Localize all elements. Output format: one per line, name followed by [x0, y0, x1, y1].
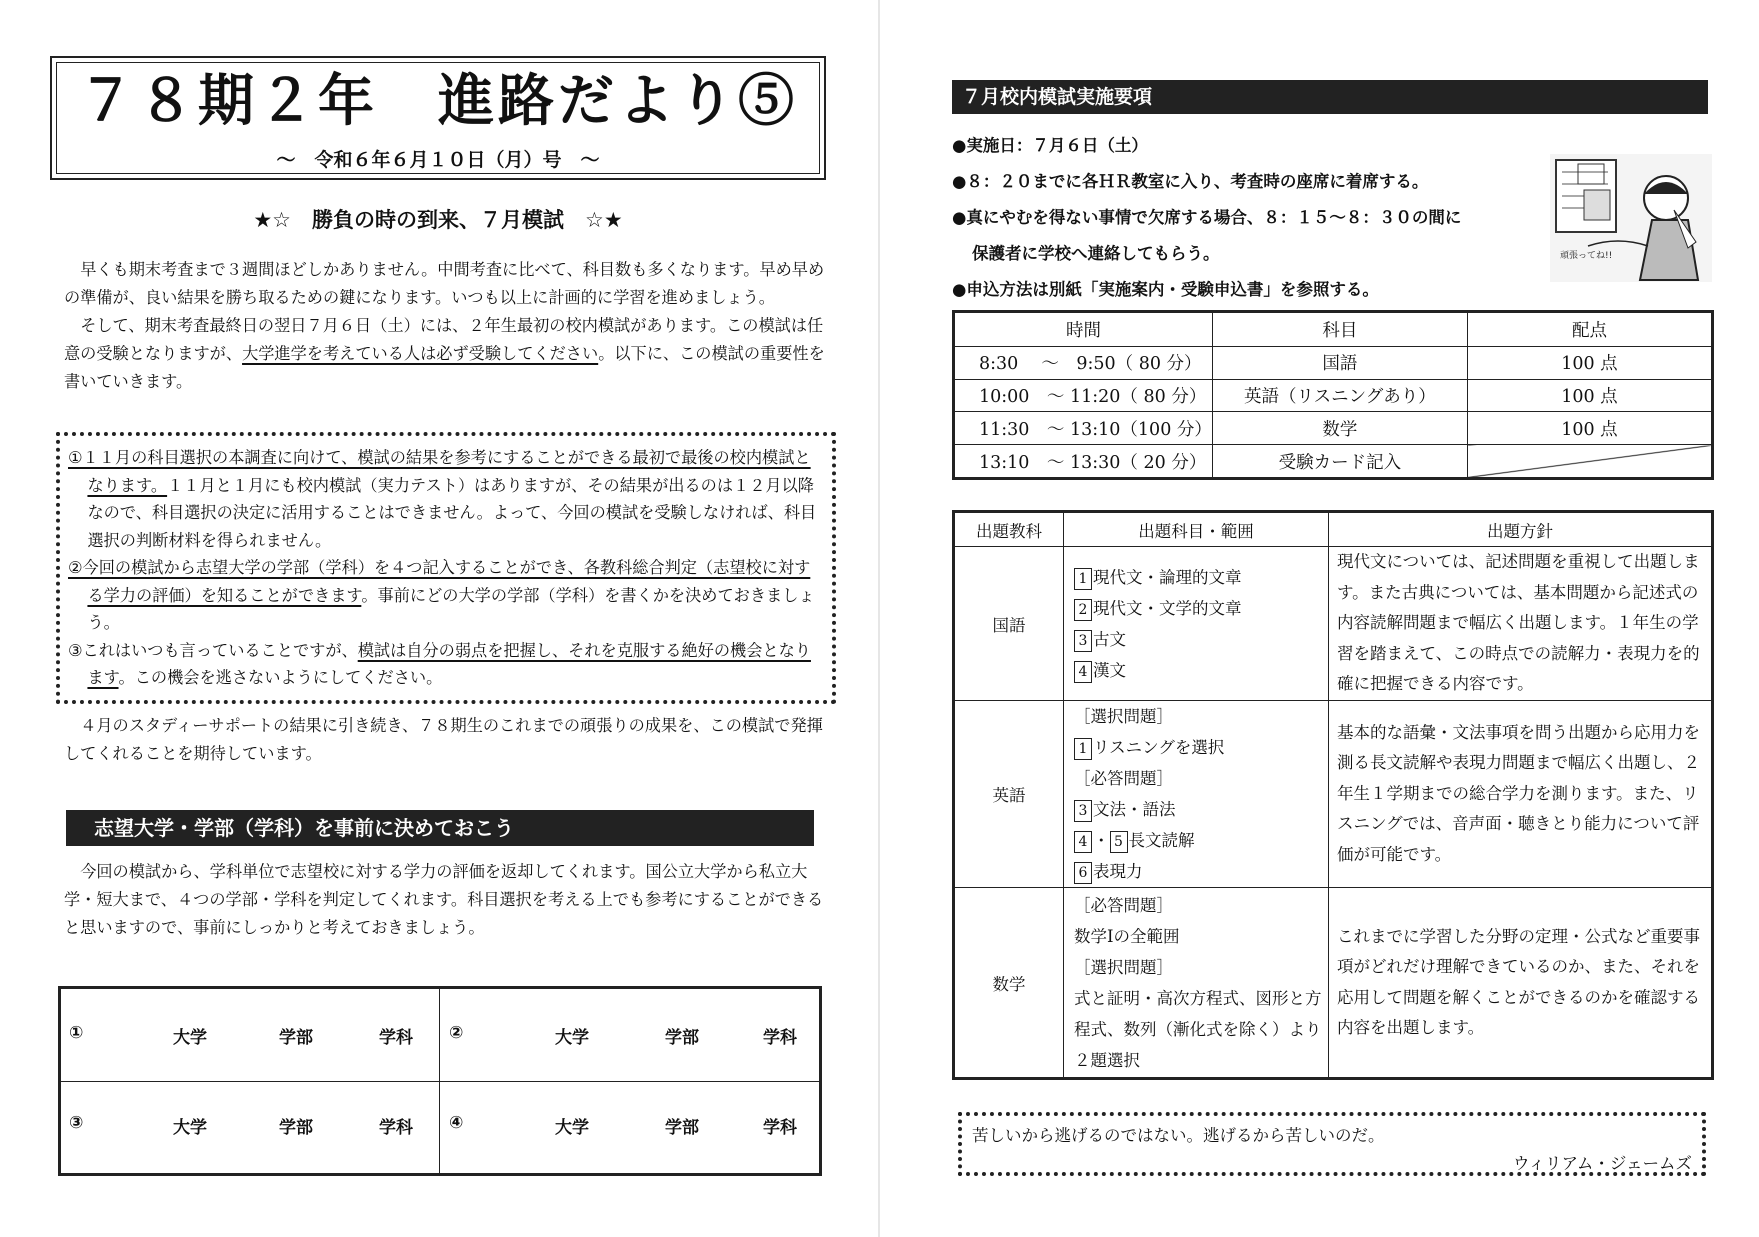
closing-paragraph: ４月のスタディーサポートの結果に引き続き、７８期生のこれまでの頑張りの成果を、この模試で発揮してくれることを期待しています。 [64, 716, 823, 763]
range-english: ［選択問題］ 1 リスニングを選択 ［必答問題］ 3 文法・語法 4 ・ 5 長文読解 6 表現力 [1064, 700, 1329, 887]
policy-japanese: 現代文については、記述問題を重視して出題します。また古典については、基本問題から記述式の内容読解問題まで幅広く出題します。１年生の学習を踏まえて、この時点での読解力・表現力を的確に把握できる内容です。 [1329, 547, 1713, 701]
subject-math: 数学 [954, 888, 1064, 1079]
importance-box [56, 432, 836, 704]
schedule-header-row [954, 312, 1713, 347]
table-row: 11:30 ～ 13:10（100 分） 数学 100 点 [954, 412, 1713, 445]
choice-2-dept: 学科 [763, 1028, 797, 1048]
table-row: 10:00 ～ 11:20（ 80 分） 英語（リスニングあり） 100 点 [954, 379, 1713, 412]
choice-3-univ: 大学 [173, 1118, 207, 1138]
choice-1-faculty: 学部 [279, 1028, 313, 1048]
issue-date: ～ 令和６年６月１０日（月）号 ～ [276, 149, 600, 171]
point-2: ②今回の模試から志望大学の学部（学科）を４つ記入することができ、各教科総合判定（志望校に対する学力の評価）を知ることができます。事前にどの大学の学部（学科）を書くかを決めておきましょう。 [68, 558, 815, 632]
subject-japanese: 国語 [954, 547, 1064, 701]
right-page [880, 0, 1759, 1237]
choice-1-univ: 大学 [173, 1028, 207, 1048]
intro-text-2: そして、期末考査最終日の翌日７月６日（土）には、２年生最初の校内模試があります。この模試は任意の受験となりますが、大学進学を考えている人は必ず受験してください。以下に、この模試の重要性を書いていきます。 [64, 316, 825, 391]
bullet-date: ●実施日：７月６日（土） [952, 136, 1148, 155]
choice-4-faculty: 学部 [665, 1118, 699, 1138]
intro-paragraph [64, 256, 828, 396]
header-subject: 科目 [1212, 312, 1467, 347]
point-1: ①１１月の科目選択の本調査に向けて、模試の結果を参考にすることができる最初で最後の校内模試となります。１１月と１月にも校内模試（実力テスト）はありますが、その結果が出るのは１２月以降なので、科目選択の決定に活用することはできません。よって、今回の模試を受験しなければ、科目選択の判断材料を得られません。 [68, 448, 817, 550]
headline: ★☆ 勝負の時の到来、７月模試 ☆★ [253, 208, 623, 232]
header-time: 時間 [954, 312, 1213, 347]
section-2-title: 志望大学・学部（学科）を事前に決めておこう [66, 810, 814, 846]
choice-3-dept: 学科 [379, 1118, 413, 1138]
newsletter-title: ７８期２年 進路だより⑤ [78, 68, 798, 134]
table-row: 13:10 ～ 13:30（ 20 分） 受験カード記入 [954, 445, 1713, 479]
header-points: 配点 [1467, 312, 1712, 347]
choice-4-dept: 学科 [763, 1118, 797, 1138]
choice-4-univ: 大学 [555, 1118, 589, 1138]
table-row: 8:30 ～ 9:50（ 80 分） 国語 100 点 [954, 346, 1713, 379]
exam-outline-table [952, 510, 1714, 1080]
choice-4-number: ④ [449, 1113, 464, 1133]
choice-2-univ: 大学 [555, 1028, 589, 1048]
policy-math: これまでに学習した分野の定理・公式など重要事項がどれだけ理解できているのか、また、それを応用して問題を解くことができるのかを確認する内容を出題します。 [1329, 888, 1713, 1079]
section-2-body: 今回の模試から、学科単位で志望校に対する学力の評価を返却してくれます。国公立大学から私立大学・短大まで、４つの学部・学科を判定してくれます。科目選択を考える上でも参考にすることができると思いますので、事前にしっかりと考えておきましょう。 [64, 862, 824, 937]
points-blank-cell [1467, 445, 1712, 479]
title-box [50, 56, 826, 180]
intro-text-1: 早くも期末考査まで３週間ほどしかありません。中間考査に比べて、科目数も多くなります。早め早めの準備が、良い結果を勝ち取るための鍵になります。いつも以上に計画的に学習を進めましょう。 [64, 260, 825, 307]
choice-3-number: ③ [69, 1113, 84, 1133]
underline-emphasis: 大学進学を考えている人は必ず受験してください [242, 344, 599, 363]
choice-2-number: ② [449, 1023, 464, 1043]
bullet-seating: ●８：２０までに各ＨＲ教室に入り、考査時の座席に着席する。 [952, 172, 1429, 191]
university-choice-table [58, 986, 822, 1176]
range-japanese: 1 現代文・論理的文章 2 現代文・文学的文章 3 古文 4 漢文 [1064, 547, 1329, 701]
quote-text: 苦しいから逃げるのではない。逃げるから苦しいのだ。 [972, 1126, 1385, 1145]
choice-2-faculty: 学部 [665, 1028, 699, 1048]
outline-header-row: 出題教科 出題科目・範囲 出題方針 [954, 512, 1713, 547]
illustration-caption: 頑張ってね!! [1560, 251, 1613, 261]
quote-box [958, 1112, 1706, 1176]
choice-1-number: ① [69, 1023, 84, 1043]
point-3: ③これはいつも言っていることですが、模試は自分の弱点を把握し、それを克服する絶好の機会となります。この機会を逃さないようにしてください。 [68, 640, 811, 687]
bullet-application: ●申込方法は別紙「実施案内・受験申込書」を参照する。 [952, 280, 1379, 299]
table-row [954, 888, 1713, 1079]
choice-3-faculty: 学部 [279, 1118, 313, 1138]
bullet-absence-cont: 保護者に学校へ連絡してもらう。 [972, 244, 1220, 263]
student-studying-illustration [1548, 150, 1714, 284]
table-row [954, 700, 1713, 887]
bullet-absence: ●真にやむを得ない事情で欠席する場合、８：１５～８：３０の間に [952, 208, 1462, 227]
exam-schedule-table [952, 310, 1714, 480]
exam-section-title: ７月校内模試実施要項 [952, 80, 1708, 114]
table-row [954, 547, 1713, 701]
choice-1-dept: 学科 [379, 1028, 413, 1048]
subject-english: 英語 [954, 700, 1064, 887]
policy-english: 基本的な語彙・文法事項を問う出題から応用力を測る長文読解や表現力問題まで幅広く出題し、２年生１学期までの総合学力を測ります。また、リスニングでは、音声面・聴きとり能力について評価が可能です。 [1329, 700, 1713, 887]
range-math: ［必答問題］ 数学Ⅰの全範囲 ［選択問題］ 式と証明・高次方程式、図形と方程式、数列（漸化式を除く）より２題選択 [1064, 888, 1329, 1079]
quote-author: ウィリアム・ジェームズ [1512, 1154, 1692, 1173]
